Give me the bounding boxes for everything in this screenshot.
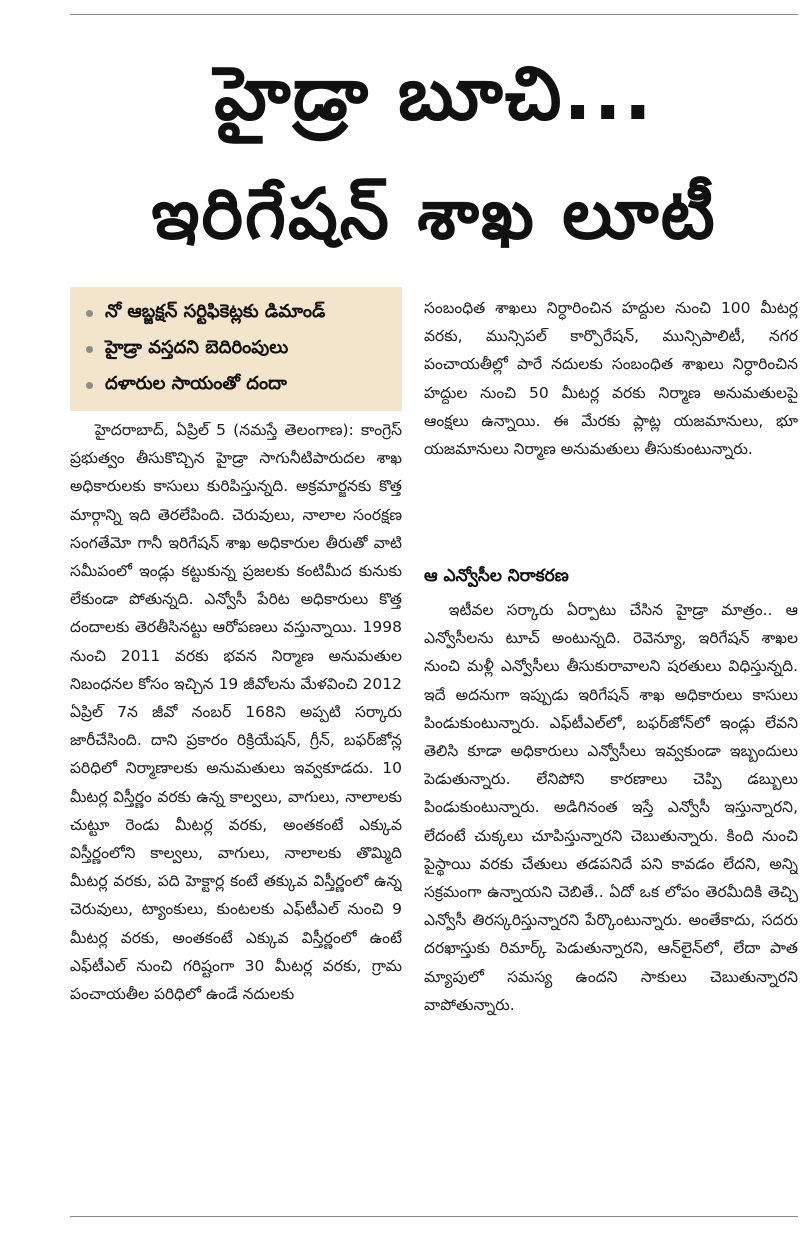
bullet-icon: [86, 346, 93, 353]
highlight-text: దళారుల సాయంతో దందా: [105, 372, 287, 394]
headline-line-1: హైడ్రా బూచి...: [214, 51, 654, 137]
article-left-column: [70, 416, 402, 1206]
highlights-box: [70, 287, 402, 411]
highlight-item: [86, 295, 392, 331]
bullet-icon: [86, 310, 93, 317]
article-paragraph: సంబంధిత శాఖలు నిర్ధారించిన హద్దుల నుంచి 100 మీటర్ల వరకు, మున్సిపల్ కార్పొరేషన్, మున్సిపాలిటీ, నగర పంచాయతీల్లో పారే నదులకు సంబంధిత శాఖలు నిర్ధారించిన హద్దుల నుంచి 50 మీటర్ల వరకు నిర్మాణ అనుమతులపై ఆంక్షలు ఉన్నాయి. ఈ మేరకు ప్లాట్ల యజమానులు, భూ యజమానులు నిర్మాణ అనుమతులు తీసుకుంటున్నారు.: [424, 299, 798, 459]
article-right-column-bottom: [424, 596, 798, 1210]
article-right-column-top: [424, 294, 798, 463]
bullet-icon: [86, 382, 93, 389]
highlight-item: [86, 367, 392, 403]
bottom-rule: [70, 1216, 798, 1217]
headline-line-2: ఇరిగేషన్ శాఖ లూటీ: [151, 173, 717, 255]
top-rule: [70, 14, 798, 15]
article-paragraph: ఇటీవల సర్కారు ఏర్పాటు చేసిన హైడ్రా మాత్రం.. ఆ ఎన్వోసీలను టూచ్ అంటున్నది. రెవెన్యూ, ఇరిగేషన్ శాఖల నుంచి మళ్లీ ఎన్వోసీలు తీసుకురావాలని షరతులు విధిస్తున్నది. ఇదే అదనుగా ఇప్పుడు ఇరిగేషన్ శాఖ అధికారులు కాసులు పిండుకుంటున్నారు. ఎఫ్‌టీఎల్‌లో, బఫర్‌జోన్‌లో ఇండ్లు లేవని తెలిసి కూడా అధికారులు ఎన్వోసీలు ఇవ్వకుండా ఇబ్బందులు పెడుతున్నారు. లేనిపోని కారణాలు చెప్పి డబ్బులు పిండుకుంటున్నారు. అడిగినంత ఇస్తే ఎన్వోసీ ఇస్తున్నారని, లేదంటే చుక్కలు చూపిస్తున్నారని చెబుతున్నారు. కింది నుంచి పైస్థాయి వరకు చేతులు తడపనిదే పని కావడం లేదని, అన్ని సక్రమంగా ఉన్నాయని చెబితే.. ఏదో ఒక లోపం తెరమీదికి తెచ్చి ఎన్వోసీ తిరస్కరిస్తున్నారని పేర్కొంటున్నారు. అంతేకాదు, సదరు దరఖాస్తుకు రిమార్క్ పెడుతున్నారని, ఆన్‌లైన్‌లో, లేదా పాత మ్యాపులో సమస్య ఉందని సాకులు చెబుతున్నారని వాపోతున్నారు.: [424, 601, 798, 1014]
highlight-text: నో ఆబ్జక్షన్ సర్టిఫికెట్లకు డిమాండ్: [105, 300, 326, 322]
article-subheading: ఆ ఎన్వోసీల నిరాకరణ: [424, 566, 569, 586]
article-paragraph: హైదరాబాద్, ఏప్రిల్ 5 (నమస్తే తెలంగాణ): కాంగ్రెస్ ప్రభుత్వం తీసుకొచ్చిన హైడ్రా సాగునీటిపారుదల శాఖ అధికారులకు కాసులు కురిపిస్తున్నది. అక్రమార్జనకు కొత్త మార్గాన్ని ఇది తెరలేపింది. చెరువులు, నాలాల సంరక్షణ సంగతేమో గానీ ఇరిగేషన్ శాఖ అధికారుల తీరుతో వాటి సమీపంలో ఇండ్లు కట్టుకున్న ప్రజలకు కంటిమీద కునుకు లేకుండా పోతున్నది. ఎన్వోసీ పేరిట అధికారులు కొత్త దందాలకు తెరతీసినట్టు ఆరోపణలు వస్తున్నాయి. 1998 నుంచి 2011 వరకు భవన నిర్మాణ అనుమతుల నిబంధనల కోసం ఇచ్చిన 19 జీవోలను మేళవించి 2012 ఏప్రిల్ 7న జీవో నంబర్ 168ని అప్పటి సర్కారు జారీచేసింది. దాని ప్రకారం రిక్రియేషన్, గ్రీన్, బఫర్‌జోన్ల పరిధిలో నిర్మాణాలకు అనుమతులు ఇవ్వకూడదు. 10 మీటర్ల విస్తీర్ణం వరకు ఉన్న కాల్వలు, వాగులు, నాలాలకు చుట్టూ రెండు మీటర్ల వరకు, అంతకంటే ఎక్కువ విస్తీర్ణంలోని కాల్వలు, వాగులు, నాలాలకు తొమ్మిది మీటర్ల వరకు, పది హెక్టార్ల కంటే తక్కువ విస్తీర్ణంలో ఉన్న చెరువులు, ట్యాంకులు, కుంటలకు ఎఫ్‌టీఎల్ నుంచి 9 మీటర్ల వరకు, అంతకంటే ఎక్కువ విస్తీర్ణంలో ఉంటే ఎఫ్‌టీఎల్ నుంచి గరిష్టంగా 30 మీటర్ల వరకు, గ్రామ పంచాయతీల పరిధిలో ఉండే నదులకు: [70, 421, 402, 1004]
highlight-item: [86, 331, 392, 367]
highlight-text: హైడ్రా వస్తదని బెదిరింపులు: [105, 336, 289, 358]
